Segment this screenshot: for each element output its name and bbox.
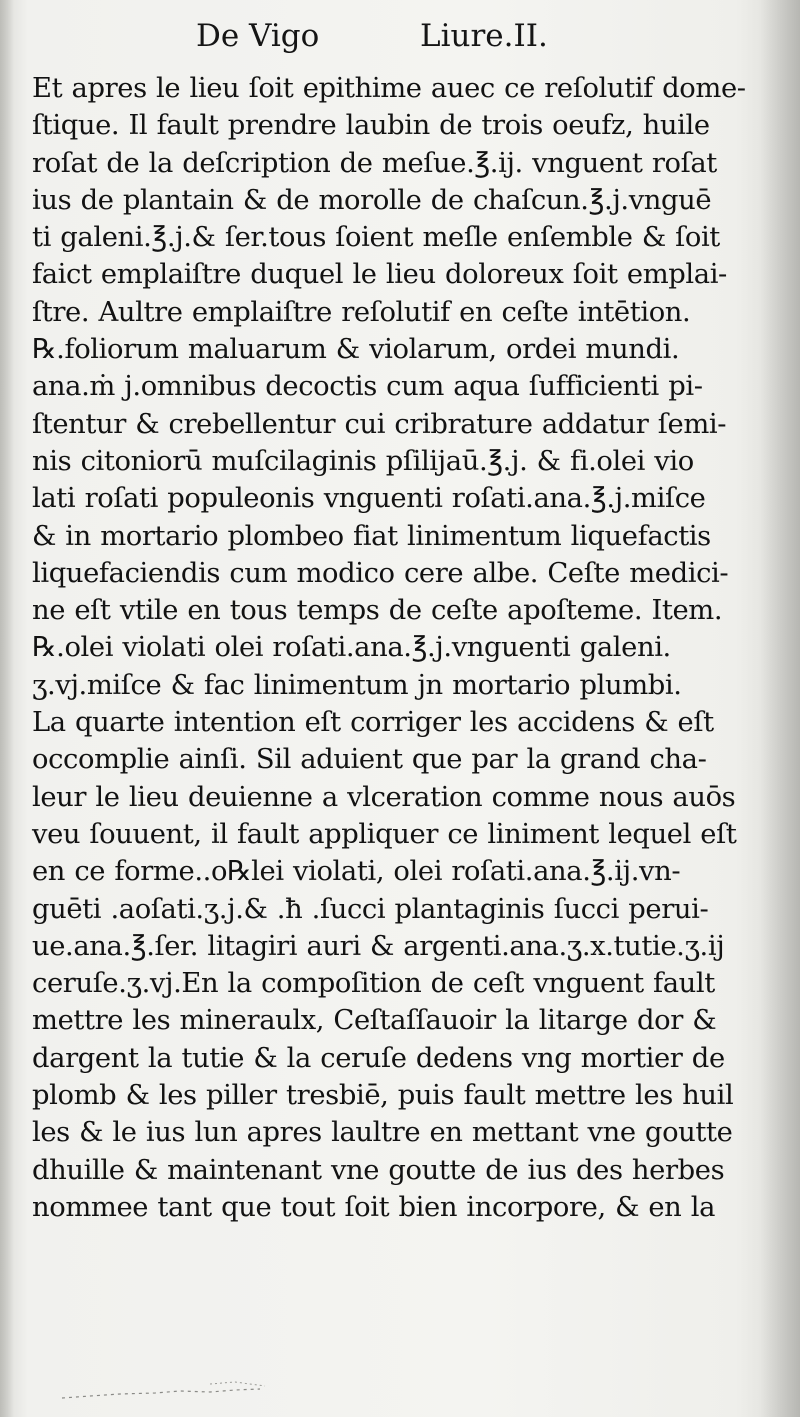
text-line: ℞.olei violati olei roſati.ana.℥.j.vnguenti galeni. [32,631,671,664]
text-line: guēti .aoſati.ʒ.j.& .ħ .ſucci plantaginis ſucci perui- [32,892,709,925]
text-line: ti galeni.℥.j.& ſer.tous ſoient meſle enſemble & ſoit [32,221,720,254]
text-line: faict emplaiſtre duquel le lieu doloreux ſoit emplai- [32,258,727,291]
text-line: ℞.foliorum maluarum & violarum, ordei mundi. [32,333,680,366]
text-line: leur le lieu deuienne a vlceration comme nous auōs [32,780,736,813]
text-line: plomb & les piller tresbiē, puis fault mettre les huil [32,1079,734,1112]
text-line: veu ſouuent, il fault appliquer ce liniment lequel eſt [32,817,737,850]
text-line: dargent la tutie & la ceruſe dedens vng mortier de [32,1041,725,1074]
text-line: nis citoniorū muſcilaginis pſilijaū.℥.j. & fi.olei vio [32,444,694,477]
text-line: lati roſati populeonis vnguenti roſati.ana.℥.j.miſce [32,482,706,515]
text-line: ue.ana.℥.ſer. litagiri auri & argenti.ana.ʒ.x.tutie.ʒ.ij [32,929,725,962]
text-line: La quarte intention eſt corriger les accidens & eſt [32,706,714,739]
text-line: & in mortario plombeo fiat linimentum liquefactis [32,519,711,552]
text-line: en ce forme..o℞lei violati, olei roſati.ana.℥.ij.vn- [32,855,681,888]
running-head-title: De Vigo [196,18,320,54]
text-line: ſtre. Aultre emplaiſtre reſolutif en ceſte intētion. [32,295,691,328]
body-text [32,70,780,1226]
text-line: dhuille & maintenant vne goutte de ius des herbes [32,1153,725,1186]
text-line: les & le ius lun apres laultre en mettant vne goutte [32,1116,733,1149]
text-line: ne eſt vtile en tous temps de ceſte apoſteme. Item. [32,594,723,627]
ink-smudge-marks [60,1376,280,1406]
text-line: roſat de la deſcription de meſue.℥.ij. vnguent roſat [32,146,717,179]
text-line: ius de plantain & de morolle de chaſcun.℥.j.vnguē [32,183,712,216]
text-line: liquefaciendis cum modico cere albe. Ceſte medici- [32,556,729,589]
running-head [0,18,800,62]
text-line: nommee tant que tout ſoit bien incorpore, & en la [32,1190,716,1223]
text-line: ceruſe.ʒ.vj.En la compoſition de ceſt vnguent fault [32,967,715,1000]
text-line: ſtentur & crebellentur cui cribrature addatur ſemi- [32,407,727,440]
text-line: mettre les mineraulx, Ceſtaſſauoir la litarge dor & [32,1004,717,1037]
text-line: occomplie ainſi. Sil aduient que par la grand cha- [32,743,707,776]
text-line: ʒ.vj.miſce & fac linimentum jn mortario plumbi. [32,668,682,701]
running-head-book: Liure.II. [420,18,548,54]
page-gutter-shadow [0,0,14,1417]
text-line: Et apres le lieu ſoit epithime auec ce reſolutif dome- [32,72,746,104]
text-line: ana.ṁ j.omnibus decoctis cum aqua ſufficienti pi- [32,370,703,403]
text-line: ſtique. Il fault prendre laubin de trois oeufz, huile [32,109,710,142]
